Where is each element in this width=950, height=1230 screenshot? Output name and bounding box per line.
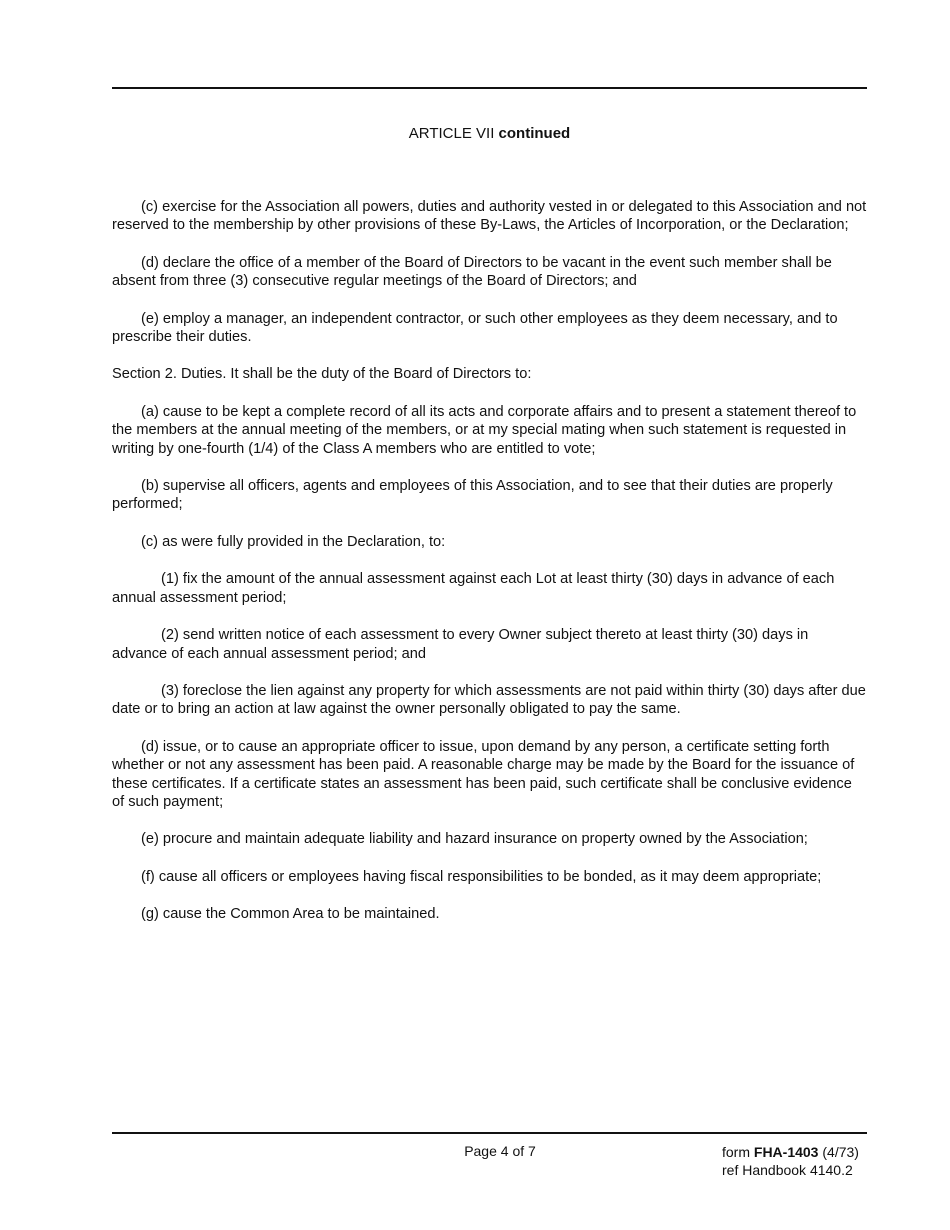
- handbook-reference: ref Handbook 4140.2: [722, 1162, 853, 1178]
- paragraph-c-declaration: (c) as were fully provided in the Declaration, to:: [141, 533, 446, 550]
- paragraph-d-declare-vacancy: (d) declare the office of a member of the Board of Directors to be vacant in the event such member shall be absent from three (3) consecutive regular meetings of the Board of Directors; and: [112, 254, 832, 290]
- form-prefix: form: [722, 1144, 750, 1160]
- paragraph-g-common-area: (g) cause the Common Area to be maintained.: [141, 906, 440, 923]
- section-2-heading: Section 2. Duties. It shall be the duty of the Board of Directors to:: [112, 366, 532, 383]
- article-label: ARTICLE VII: [408, 125, 495, 142]
- bottom-rule: [112, 1132, 867, 1134]
- form-date: (4/73): [822, 1144, 859, 1160]
- form-id-line: [722, 1143, 859, 1161]
- document-body: [112, 198, 867, 943]
- form-number: FHA-1403: [753, 1144, 819, 1160]
- subparagraph-3-foreclose-lien: (3) foreclose the lien against any property for which assessments are not paid within thirty (30) days after due date or to bring an action at law against the owner personally obligated to pay the same.: [112, 682, 866, 718]
- paragraph-e-employ-manager: (e) employ a manager, an independent contractor, or such other employees as they deem necessary, and to prescribe their duties.: [112, 310, 838, 346]
- paragraph-d-issue-certificate: (d) issue, or to cause an appropriate officer to issue, upon demand by any person, a certificate setting forth whether or not any assessment has been paid. A reasonable charge may be made by the Board for the issuance of these certificates. If a certificate states an assessment has been paid, such certificate shall be conclusive evidence of such payment;: [112, 738, 855, 810]
- subparagraph-2-send-notice: (2) send written notice of each assessment to every Owner subject thereto at least thirty (30) days in advance of each annual assessment period; and: [112, 627, 809, 662]
- form-reference: [722, 1143, 859, 1179]
- paragraph-e-insurance: (e) procure and maintain adequate liability and hazard insurance on property owned by the Association;: [141, 831, 808, 848]
- paragraph-a-keep-record: (a) cause to be kept a complete record of all its acts and corporate affairs and to present a statement thereof to the members at the annual meeting of the members, or at my special mating when such statement is requested in writing by one-fourth (1/4) of the Class A members who are entitled to vote;: [112, 403, 857, 457]
- top-rule: [112, 87, 867, 89]
- paragraph-c-exercise-powers: (c) exercise for the Association all powers, duties and authority vested in or delegated to this Association and not reserved to the membership by other provisions of these By-Laws, the Articles of Incorporation, or the Declaration;: [112, 199, 867, 234]
- paragraph-f-bonded: (f) cause all officers or employees having fiscal responsibilities to be bonded, as it may deem appropriate;: [141, 868, 822, 885]
- continued-label: continued: [498, 125, 571, 142]
- article-heading: [112, 125, 867, 143]
- page-number: Page 4 of 7: [464, 1143, 536, 1159]
- paragraph-b-supervise-officers: (b) supervise all officers, agents and employees of this Association, and to see that their duties are properly performed;: [112, 478, 833, 513]
- subparagraph-1-fix-assessment: (1) fix the amount of the annual assessment against each Lot at least thirty (30) days in advance of each annual assessment period;: [112, 571, 835, 606]
